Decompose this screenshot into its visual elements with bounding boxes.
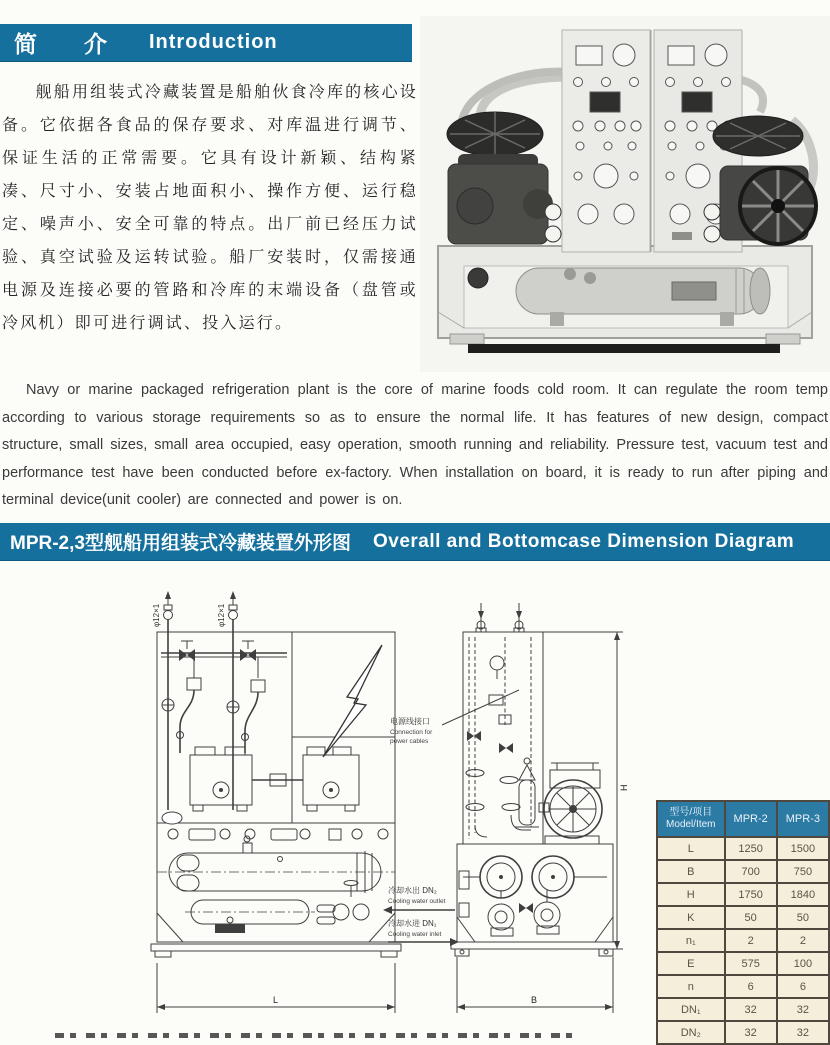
value-mpr3: 750	[777, 860, 829, 883]
table-row	[657, 860, 829, 883]
table-row	[657, 1021, 829, 1044]
receiver-and-valves	[157, 881, 395, 943]
value-mpr2: 50	[725, 906, 777, 929]
spec-header-model-item	[657, 801, 725, 837]
value-mpr2: 6	[725, 975, 777, 998]
value-mpr3: 6	[777, 975, 829, 998]
value-mpr3: 32	[777, 998, 829, 1021]
label-pipe-spec-2: φ12×1	[217, 603, 226, 627]
clipped-text-line	[55, 1033, 580, 1038]
dim-label-H: H	[619, 784, 629, 791]
value-mpr3: 2	[777, 929, 829, 952]
row-label: n₁	[657, 929, 725, 952]
row-label: DN₁	[657, 998, 725, 1021]
table-row	[657, 975, 829, 998]
value-mpr2: 32	[725, 1021, 777, 1044]
row-label: B	[657, 860, 725, 883]
row-label: n	[657, 975, 725, 998]
value-mpr2: 700	[725, 860, 777, 883]
intro-paragraph-en: Navy or marine packaged refrigeration plant is the core of marine foods cold room. It can regulate the room temp according to various storage requirements so as to ensure the normal life. It has features of new design, compact structure, small sizes, small area occupied, easy operation, smooth running and reliability. Pressure test, vacuum test and performance test have been conducted before ex-factory. When installation on board, it is ready to run after piping and terminal device(unit cooler) are connected and power is on.	[2, 382, 828, 508]
power-label-en-2: power cables	[390, 738, 429, 745]
water-in-label-zh: 冷却水进 DN₁	[388, 919, 437, 928]
value-mpr3: 1500	[777, 837, 829, 860]
value-mpr3: 1840	[777, 883, 829, 906]
compressors-front	[190, 747, 359, 811]
value-mpr2: 2	[725, 929, 777, 952]
power-connection-label	[390, 690, 519, 745]
side-panel-piping	[466, 637, 531, 839]
side-lower-section	[457, 844, 613, 942]
spec-table-header-row	[657, 801, 829, 837]
side-top-valves	[476, 603, 524, 632]
power-label-en-1: Connection for	[390, 729, 433, 736]
value-mpr2: 32	[725, 998, 777, 1021]
dimension-section-bar	[0, 523, 830, 560]
value-mpr2: 1750	[725, 883, 777, 906]
water-out-label-zh: 冷却水出 DN₂	[388, 886, 437, 895]
row-label: H	[657, 883, 725, 906]
table-row	[657, 883, 829, 906]
intro-title-en: Introduction	[149, 31, 278, 53]
row-label: E	[657, 952, 725, 975]
dim-label-L: L	[273, 995, 279, 1005]
equipment-photo	[420, 16, 830, 372]
section-title-zh: MPR-2,3型舰船用组装式冷藏装置外形图	[10, 533, 351, 554]
condenser-front	[157, 836, 395, 893]
table-row	[657, 837, 829, 860]
table-row	[657, 906, 829, 929]
power-label-zh: 电源线接口	[390, 717, 430, 726]
spec-header-zh: 型号/项目	[669, 807, 713, 818]
row-label: L	[657, 837, 725, 860]
refrigerant-risers	[164, 591, 238, 632]
spec-header-mpr2: MPR-2	[725, 801, 777, 837]
value-mpr2: 575	[725, 952, 777, 975]
value-mpr3: 50	[777, 906, 829, 929]
intro-header-bar	[0, 24, 412, 61]
lightning-break-symbol	[323, 645, 382, 757]
table-row	[657, 929, 829, 952]
cooling-water-labels	[383, 885, 459, 946]
section-title-en: Overall and Bottomcase Dimension Diagram	[372, 530, 795, 552]
water-in-label-en: Cooling water inlet	[388, 931, 442, 938]
side-compressor	[515, 758, 602, 844]
intro-title-zh: 简 介	[14, 31, 119, 57]
spec-table	[656, 800, 830, 1045]
spec-header-en: Model/Item	[666, 819, 716, 830]
valve-manifold	[161, 641, 287, 661]
row-label: DN₂	[657, 1021, 725, 1044]
table-row	[657, 952, 829, 975]
gauge-strip	[162, 812, 388, 840]
dimension-L	[157, 963, 395, 1013]
suction-piping	[162, 632, 265, 810]
value-mpr3: 100	[777, 952, 829, 975]
value-mpr2: 1250	[725, 837, 777, 860]
label-pipe-spec-1: φ12×1	[152, 603, 161, 627]
value-mpr3: 32	[777, 1021, 829, 1044]
water-out-label-en: Cooling water outlet	[388, 898, 446, 905]
dim-label-B: B	[531, 995, 538, 1005]
dimension-B	[457, 957, 613, 1013]
intro-paragraph-zh: 舰船用组装式冷藏装置是船舶伙食冷库的核心设备。它依据各食品的保存要求、对库温进行调节、保证生活的正常需要。它具有设计新颖、结构紧凑、尺寸小、安装占地面积小、操作方便、运行稳定、噪声小、安全可靠的特点。出厂前已经压力试验、真空试验及运转试验。船厂安装时，仅需接通电源及连接必要的管路和冷库的末端设备（盘管或冷风机）即可进行调试、投入运行。	[2, 84, 418, 332]
spec-header-mpr3: MPR-3	[777, 801, 829, 837]
row-label: K	[657, 906, 725, 929]
table-row	[657, 998, 829, 1021]
dimension-diagram	[95, 575, 665, 1039]
